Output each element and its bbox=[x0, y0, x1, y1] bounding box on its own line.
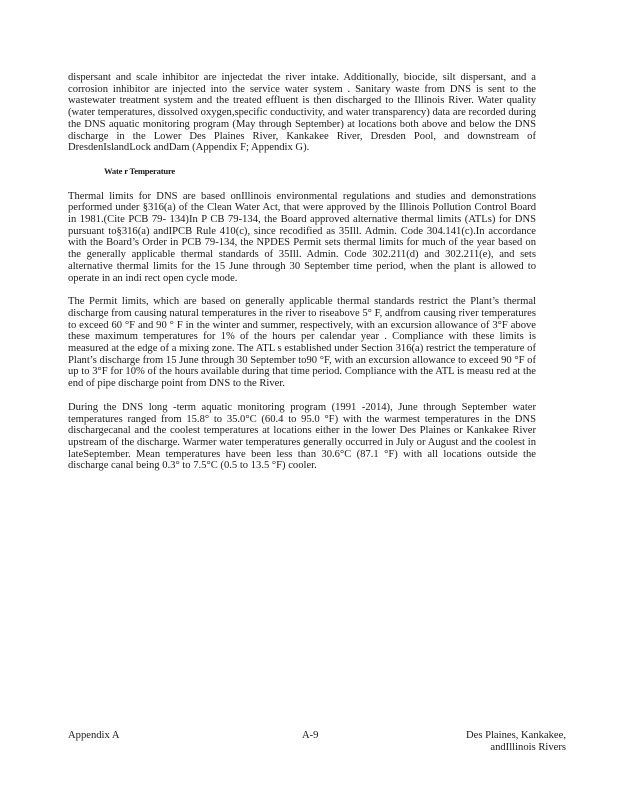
paragraph-monitoring-results: During the DNS long -term aquatic monitoring program (1991 -2014), June through September water temperatures ranged from 15.8° to 35.0°C (60.4 to 95.0 °F) with the warmest temperatures in the DNS dischargecanal and the coolest temperatures at locations either in the lower Des Plaines or Kankakee River upstream of the discharge. Warmer water temperatures generally occurred in July or August and the coolest in lateSeptember. Mean temperatures have been less than 30.6°C (87.1 °F) with all locations outside the discharge canal being 0.3° to 7.5°C (0.5 to 13.5 °F) cooler. bbox=[68, 401, 536, 472]
paragraph-thermal-limits: Thermal limits for DNS are based onIllinois environmental regulations and studies and demonstrations performed under §316(a) of the Clean Water Act, that were approved by the Illinois Pollution Control Board in 1981.(Cite PCB 79- 134)In P CB 79-134, the Board approved alternative thermal limits (ATLs) for DNS pursuant to§316(a) andIPCB Rule 410(c), since recodified as 35Ill. Admin. Code 304.141(c).In accordance with the Board’s Order in PCB 79-134, the NPDES Permit sets thermal limits for much of the year based on the generally applicable thermal standards of 35Ill. Admin. Code 302.211(d) and 302.211(e), and sets alternative thermal limits for the 15 June through 30 September time period, when the plant is allowed to operate in an indi rect open cycle mode. bbox=[68, 190, 536, 284]
footer-section-title bbox=[440, 730, 566, 754]
body-text bbox=[68, 72, 536, 484]
footer-section-title-line1: Des Plaines, Kankakee, bbox=[465, 730, 566, 741]
footer-appendix-label: Appendix A bbox=[68, 730, 120, 741]
footer-section-title-line2: andIllinois Rivers bbox=[490, 742, 566, 753]
paragraph-permit-limits: The Permit limits, which are based on generally applicable thermal standards restrict the Plant’s thermal discharge from causing natural temperatures in the river to riseabove 5° F, andfrom causing river temperatures to exceed 60 °F and 90 ° F in the winter and summer, respectively, with an excursion allowance of 3°F above these maximum temperatures for 1% of the hours per calendar year . Compliance with these limits is measured at the edge of a mixing zone. The ATL s established under Section 316(a) restrict the temperature of Plant’s discharge from 15 June through 30 September to90 °F, with an excursion allowance to exceed 90 °F of up to 3°F for 10% of the hours available during that time period. Compliance with the ATL is measu red at the end of pipe discharge point from DNS to the River. bbox=[68, 296, 536, 390]
section-heading-water-temperature: Wate r Temperature bbox=[104, 165, 176, 176]
footer-page-number: A-9 bbox=[302, 730, 319, 741]
paragraph-intake-treatment: dispersant and scale inhibitor are injectedat the river intake. Additionally, biocide, silt dispersant, and a corrosion inhibitor are injected into the service water system . Sanitary waste from DNS is sent to the wastewater treatment system and the treated effluent is then discharged to the Illinois River. Water quality (water temperatures, dissolved oxygen,specific conductivity, and water transparency) data are recorded during the DNS aquatic monitoring program (May through September) at locations both above and below the DNS discharge in the Lower Des Plaines River, Kankakee River, Dresden Pool, and downstream of DresdenIslandLock andDam (Appendix F; Appendix G). bbox=[68, 72, 536, 154]
